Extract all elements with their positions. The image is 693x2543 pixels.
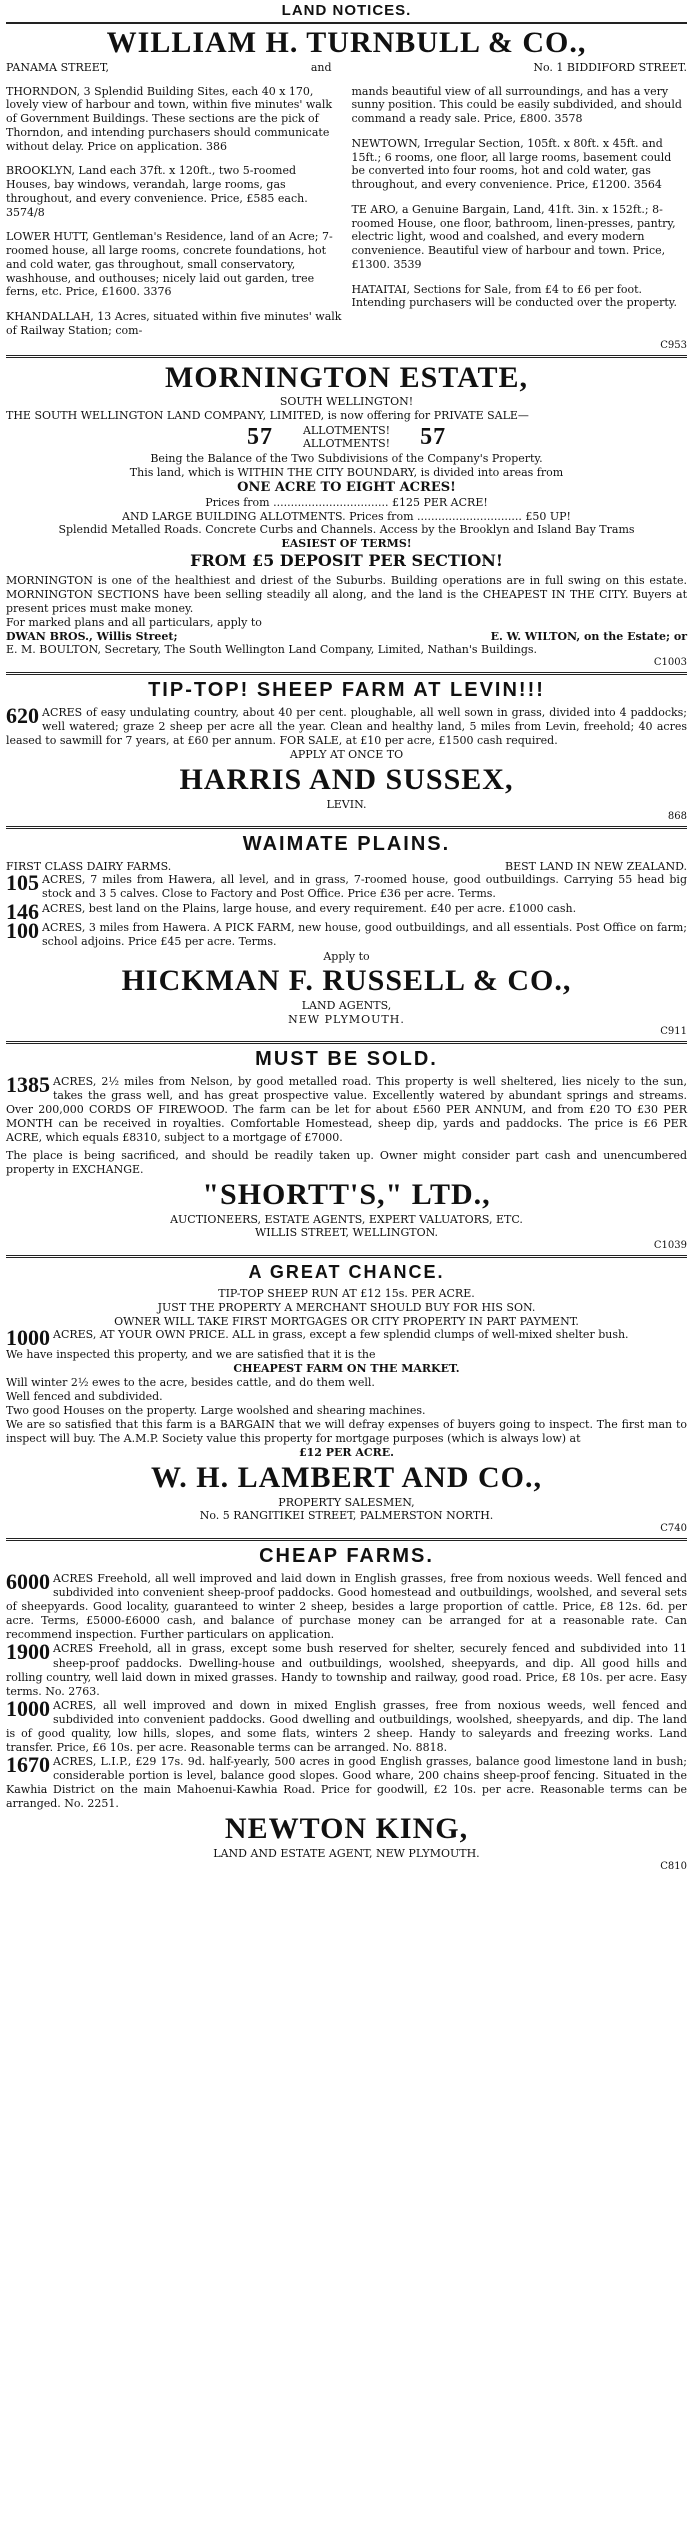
- lambert-ad: [6, 1262, 687, 1534]
- mornington-deposit: FROM £5 DEPOSIT PER SECTION!: [190, 550, 503, 570]
- cheap-item: [6, 1639, 687, 1698]
- farm-desc: ACRES, best land on the Plains, large house, and every requirement. £40 per acre. £1000 cash.: [42, 901, 577, 915]
- turnbull-street1: PANAMA STREET,: [6, 60, 110, 74]
- chance-line2: JUST THE PROPERTY A MERCHANT SHOULD BUY FOR HIS SON.: [157, 1300, 536, 1314]
- divider: [6, 1538, 687, 1541]
- waimate-right: BEST LAND IN NEW ZEALAND.: [504, 860, 687, 874]
- farm-desc: ACRES, 3 miles from Hawera. A PICK FARM, new house, good outbuildings, and all essentials. Post Office on farm; school adjoins. Price £45 per acre. Terms.: [42, 921, 687, 949]
- waimate-agents: LAND AGENTS,: [301, 998, 392, 1012]
- levin-acres-num: 620: [6, 703, 39, 729]
- waimate-left: FIRST CLASS DAIRY FARMS.: [6, 860, 172, 874]
- farm-acres-num: 6000: [6, 1569, 50, 1595]
- mornington-prices: Prices from ................................. £125 PER ACRE!: [205, 495, 488, 509]
- waimate-item: [6, 918, 687, 949]
- chance-line3: OWNER WILL TAKE FIRST MORTGAGES OR CITY PROPERTY IN PART PAYMENT.: [114, 1314, 579, 1328]
- turnbull-and: and: [310, 60, 332, 74]
- chance-bullet: Well fenced and subdivided.: [6, 1390, 163, 1403]
- waimate-apply: Apply to: [323, 949, 370, 963]
- listing-item: HATAITAI, Sections for Sale, from £4 to £6 per foot. Intending purchasers will be conducted over the property.: [351, 282, 678, 310]
- farm-desc: ACRES Freehold, all well improved and laid down in English grasses, free from noxious weeds. Well fenced and subdivided into convenient sheep-proof paddocks. Good homestead and outbuildings, woolshed, and several sets of sheepyards. Good locality, guaranteed to winter 2 sheep, besides a large proportion of cattle. Price, £8 12s. 6d. per acre. Terms, £5000-£6000 cash, and balance of purchase money can be arranged for at a reasonable rate. Can recommend inspection. Further particulars on application.: [6, 1572, 687, 1642]
- nelson-body-wrap: [6, 1071, 687, 1145]
- divider: [6, 826, 687, 829]
- chance-line1: TIP-TOP SHEEP RUN AT £12 15s. PER ACRE.: [218, 1287, 475, 1301]
- divider: [6, 672, 687, 675]
- levin-ad: [6, 679, 687, 822]
- mornington-contacts: [6, 630, 687, 643]
- nelson-ad: [6, 1048, 687, 1252]
- chance-cheapest: CHEAPEST FARM ON THE MARKET.: [233, 1362, 460, 1376]
- mornington-title: MORNINGTON ESTATE,: [164, 360, 529, 394]
- levin-town: LEVIN.: [326, 797, 367, 811]
- mornington-sub: SOUTH WELLINGTON!: [279, 395, 414, 408]
- ad-code: C953: [660, 339, 687, 351]
- turnbull-listings: [6, 74, 687, 340]
- divider: [6, 22, 687, 24]
- chance-title: A GREAT CHANCE.: [248, 1262, 445, 1283]
- ad-code: C1039: [653, 1240, 687, 1252]
- listing-item: THORNDON, 3 Splendid Building Sites, each 40 x 170, lovely view of harbour and town, within five minutes' walk of Government Buildings. These sections are the pick of Thorndon, and intending purchasers should communicate without delay. Price on application. 386: [6, 84, 333, 153]
- mornington-within: This land, which is WITHIN THE CITY BOUNDARY, is divided into areas from: [129, 465, 564, 479]
- mornington-ad: [6, 362, 687, 669]
- turnbull-right-col: [352, 74, 688, 340]
- ad-code: C740: [660, 1523, 687, 1535]
- farm-acres-num: 1670: [6, 1752, 50, 1778]
- cheap-item: [6, 1695, 687, 1755]
- divider: [6, 1041, 687, 1044]
- nelson-title: MUST BE SOLD.: [255, 1047, 438, 1070]
- section-header: LAND NOTICES.: [281, 2, 412, 19]
- levin-body: ACRES of easy undulating country, about 40 per cent. ploughable, all well sown in grass, divided into 4 paddocks; well watered; graze 2 sheep per acre all the year. Clean and healthy land, 5 miles from Levin, freehold; 40 acres leased to sawmill for 7 years, at £60 per annum. FOR SALE, at £10 per acre, £1500 cash required.: [6, 706, 687, 748]
- farm-desc: ACRES, 7 miles from Hawera, all level, and in grass, 7-roomed house, good outbuildings. Carrying 55 head big stock and 3 5 calves. Close to Factory and Post Office. Price £36 per acre. Terms.: [42, 873, 687, 901]
- levin-title: TIP-TOP! SHEEP FARM AT LEVIN!!!: [148, 679, 545, 702]
- waimate-ad: [6, 833, 687, 1036]
- newton-king-ad: [6, 1545, 687, 1872]
- mornington-intro: THE SOUTH WELLINGTON LAND COMPANY, LIMITED, is now offering for PRIVATE SALE—: [6, 408, 529, 422]
- listing-item: KHANDALLAH, 13 Acres, situated within five minutes' walk of Railway Station; com-: [6, 310, 342, 337]
- mornington-acres: ONE ACRE TO EIGHT ACRES!: [237, 479, 456, 495]
- contact-wilton: E. W. WILTON, on the Estate; or: [490, 630, 687, 644]
- mornington-large: AND LARGE BUILDING ALLOTMENTS. Prices from .............................. £50 UP!: [122, 509, 571, 523]
- contact-dwan: DWAN BROS., Willis Street;: [6, 630, 178, 644]
- nelson-acres-num: 1385: [6, 1071, 50, 1097]
- waimate-town: NEW PLYMOUTH.: [288, 1012, 405, 1026]
- divider: [6, 1255, 687, 1258]
- allot-word: ALLOTMENTS!: [302, 437, 391, 451]
- chance-bullet: Will winter 2½ ewes to the acre, besides cattle, and do them well.: [6, 1375, 375, 1389]
- newton-sub: LAND AND ESTATE AGENT, NEW PLYMOUTH.: [213, 1846, 480, 1860]
- farm-acres-num: 100: [6, 918, 39, 944]
- waimate-item: [6, 870, 687, 901]
- farm-acres-num: 105: [6, 870, 39, 896]
- chance-acres-num: 1000: [6, 1325, 50, 1351]
- chance-bullet: Two good Houses on the property. Large woolshed and shearing machines.: [6, 1404, 426, 1418]
- listing-item: TE ARO, a Genuine Bargain, Land, 41ft. 3in. x 152ft.; 8-roomed House, one floor, bathroom, linen-presses, pantry, electric light, wood and coalshed, and every modern convenience. Beautiful view of harbour and town. Price, £1300. 3539: [351, 202, 676, 271]
- turnbull-left-col: [6, 74, 342, 340]
- cheap-item: [6, 1752, 687, 1811]
- cheap-title: CHEAP FARMS.: [259, 1545, 434, 1568]
- listing-item: LOWER HUTT, Gentleman's Residence, land of an Acre; 7-roomed house, all large rooms, concrete foundations, hot and cold water, gas throughout, small conservatory, washhouse, and outhouses; nicely laid out garden, tree ferns, etc. Price, £1600. 3376: [6, 230, 333, 299]
- waimate-item: [6, 898, 687, 924]
- mornington-body: MORNINGTON is one of the healthiest and driest of the Suburbs. Building operations are in full swing on this estate. MORNINGTON SECTIONS have been selling steadily all along, and the land is the CHEAPEST IN THE CITY. Buyers at present prices must make money.: [6, 573, 687, 615]
- farm-desc: ACRES, all well improved and down in mixed English grasses, free from noxious weeds, well fenced and subdivided into convenient paddocks. Good dwelling and outbuildings, woolshed, sheepyards, and dip. The land is of good quality, low hills, slopes, and some flats, winters 2 sheep. Handy to saleyards and freezing works. Land transfer. Price, £6 10s. per acre. Reasonable terms can be arranged. No. 8818.: [6, 1698, 687, 1754]
- chance-price: £12 PER ACRE.: [298, 1446, 395, 1460]
- nelson-body: ACRES, 2½ miles from Nelson, by good metalled road. This property is well sheltered, lies nicely to the sun, takes the grass well, and has great prospective value. Excellently watered by abundant springs and streams. Over 200,000 CORDS OF FIREWOOD. The farm can be let for about £560 PER ANNUM, and from £20 TO £30 PER MONTH can be received in royalties. Comfortable Homestead, sheep dip, yards and paddocks. The price is £6 PER ACRE, which equals £8310, subject to a mortgage of £7000.: [6, 1074, 687, 1144]
- nelson-body2: The place is being sacrificed, and should be readily taken up. Owner might consider part cash and unencumbered property in EXCHANGE.: [6, 1148, 687, 1176]
- ad-code: C1003: [653, 657, 687, 669]
- farm-desc: ACRES, L.I.P., £29 17s. 9d. half-yearly, 500 acres in good English grasses, balance good limestone land in bush; considerable portion is level, balance good slopes. Good whare, 200 chains sheep-proof fencing. Situated in the Kawhia District on the main Mahoenui-Kawhia Road. Price for goodwill, £2 10s. per acre. Reasonable terms can be arranged. No. 2251.: [6, 1755, 687, 1811]
- listing-item: mands beautiful view of all surroundings, and has a very sunny position. This could be easily subdivided, and should command a ready sale. Price, £800. 3578: [351, 84, 682, 125]
- waimate-title: WAIMATE PLAINS.: [242, 833, 451, 856]
- turnbull-firm: WILLIAM H. TURNBULL & CO.,: [106, 26, 587, 59]
- mornington-easiest: EASIEST OF TERMS!: [281, 537, 412, 551]
- chance-body2: We are so satisfied that this farm is a BARGAIN that we will defray expenses of buyers going to inspect. The first man to inspect will buy. The A.M.P. Society value this property for mortgage purposes (which is always low) at: [6, 1418, 687, 1446]
- levin-firm: HARRIS AND SUSSEX,: [179, 763, 514, 797]
- chance-body: ACRES, AT YOUR OWN PRICE. ALL in grass, except a few splendid clumps of well-mixed shelter bush.: [53, 1328, 629, 1342]
- mornington-plans: For marked plans and all particulars, apply to: [6, 616, 262, 629]
- levin-body-wrap: [6, 703, 687, 748]
- farm-acres-num: 146: [6, 898, 39, 924]
- turnbull-ad: [6, 27, 687, 351]
- newton-firm: NEWTON KING,: [224, 1812, 469, 1846]
- mornington-balance: Being the Balance of the Two Subdivisions of the Company's Property.: [150, 452, 543, 466]
- waimate-firm: HICKMAN F. RUSSELL & CO.,: [121, 964, 572, 998]
- allot-word: ALLOTMENTS!: [302, 424, 391, 438]
- turnbull-address: [6, 61, 687, 74]
- turnbull-street2: No. 1 BIDDIFORD STREET.: [533, 60, 687, 74]
- nelson-sub: AUCTIONEERS, ESTATE AGENTS, EXPERT VALUATORS, ETC.: [170, 1212, 523, 1226]
- allot-num: 57: [420, 423, 447, 450]
- allot-words: [303, 424, 390, 450]
- contact-boulton: E. M. BOULTON, Secretary, The South Wellington Land Company, Limited, Nathan's Buildings.: [6, 643, 538, 657]
- waimate-subheads: [6, 860, 687, 873]
- chance-sub: PROPERTY SALESMEN,: [278, 1495, 415, 1509]
- chance-inspected: We have inspected this property, and we are satisfied that it is the: [6, 1348, 376, 1362]
- allotments-banner: [6, 423, 687, 452]
- levin-apply: APPLY AT ONCE TO: [289, 748, 404, 762]
- ad-code: 868: [667, 811, 687, 823]
- chance-street: No. 5 RANGITIKEI STREET, PALMERSTON NORTH.: [199, 1509, 494, 1523]
- mornington-roads: Splendid Metalled Roads. Concrete Curbs and Channels. Access by the Brooklyn and Island Bay Trams: [58, 523, 635, 537]
- cheap-item: [6, 1569, 687, 1642]
- chance-body-wrap: [6, 1325, 687, 1351]
- farm-acres-num: 1900: [6, 1639, 50, 1665]
- listing-item: NEWTOWN, Irregular Section, 105ft. x 80ft. x 45ft. and 15ft.; 6 rooms, one floor, all large rooms, basement could be converted into four rooms, hot and cold water, gas throughout, and every convenience. Price, £1200. 3564: [351, 136, 672, 191]
- allot-num: 57: [246, 423, 273, 450]
- listing-item: BROOKLYN, Land each 37ft. x 120ft., two 5-roomed Houses, bay windows, verandah, large rooms, gas throughout, and every convenience. Price, £585 each. 3574/8: [6, 164, 308, 219]
- nelson-street: WILLIS STREET, WELLINGTON.: [254, 1226, 439, 1240]
- farm-acres-num: 1000: [6, 1695, 50, 1721]
- divider: [6, 355, 687, 358]
- chance-firm: W. H. LAMBERT AND CO.,: [150, 1461, 542, 1495]
- farm-desc: ACRES Freehold, all in grass, except some bush reserved for shelter, securely fenced and subdivided into 11 sheep-proof paddocks. Dwelling-house and outbuildings, woolshed, sheepyards, and dip. All good hills and rolling country, well laid down in mixed grasses. Handy to township and railway, good road. Price, £8 10s. per acre. Easy terms. No. 2763.: [6, 1642, 687, 1698]
- nelson-firm: "SHORTT'S," LTD.,: [202, 1178, 491, 1212]
- ad-code: C810: [660, 1860, 687, 1872]
- ad-code: C911: [660, 1025, 687, 1037]
